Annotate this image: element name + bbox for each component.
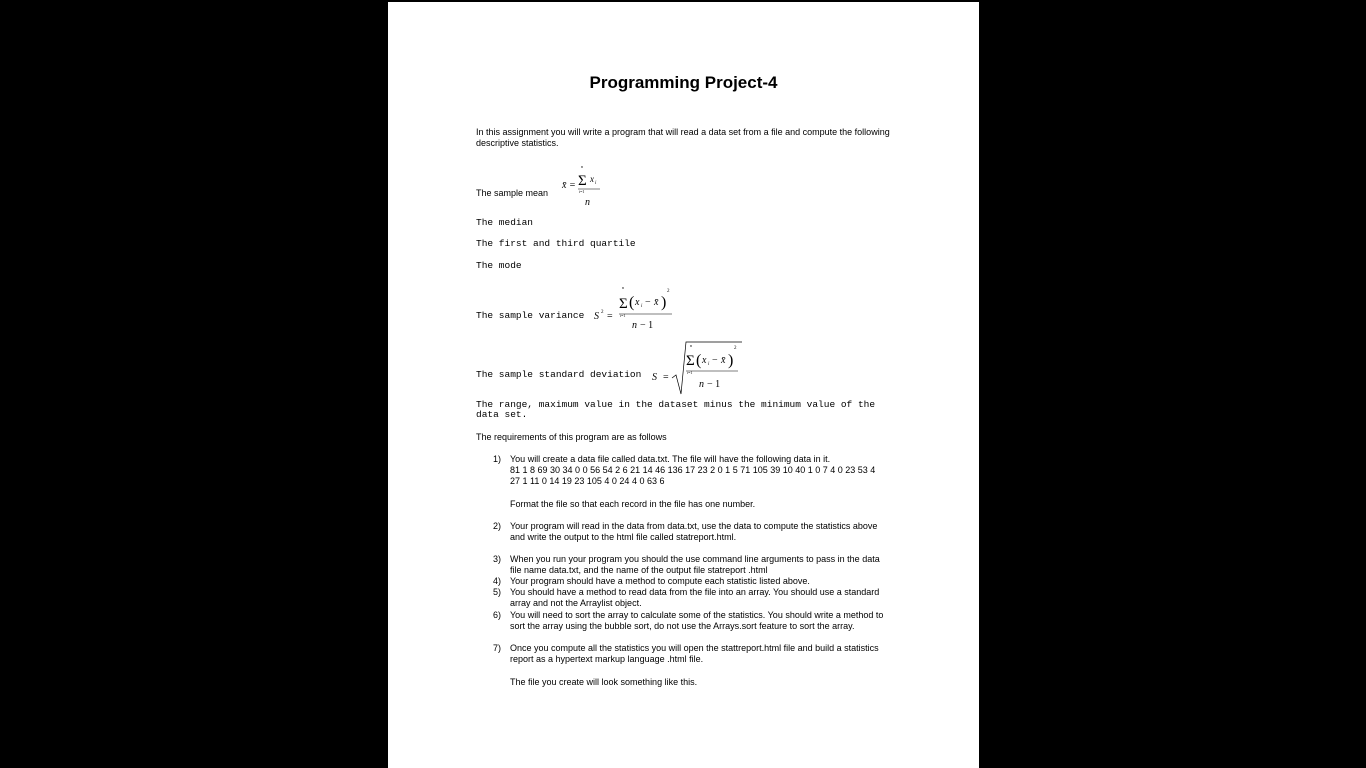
mode-label: The mode bbox=[476, 260, 522, 271]
svg-text:): ) bbox=[661, 294, 667, 311]
requirement-text: Your program will read in the data from data.txt, use the data to compute the statistics above and write the output to the html file called statreport.html. bbox=[510, 521, 878, 542]
variance-label: The sample variance bbox=[476, 310, 585, 321]
svg-text:i=1: i=1 bbox=[579, 189, 585, 194]
requirement-text: Your program should have a method to compute each statistic listed above. bbox=[510, 576, 810, 586]
svg-text:i=1: i=1 bbox=[687, 370, 693, 375]
document-page bbox=[388, 2, 979, 768]
requirement-5 bbox=[493, 587, 893, 611]
svg-text:Σ: Σ bbox=[619, 296, 628, 312]
median-label: The median bbox=[476, 217, 534, 228]
svg-text:x: x bbox=[590, 174, 594, 184]
svg-text:=: = bbox=[663, 372, 669, 383]
svg-text:): ) bbox=[728, 352, 734, 369]
svg-text:n: n bbox=[690, 343, 692, 348]
range-label: The range, maximum value in the dataset minus the minimum value of the data set. bbox=[476, 399, 876, 420]
svg-text:n: n bbox=[585, 197, 590, 208]
requirement-7 bbox=[493, 643, 893, 667]
svg-text:x̄: x̄ bbox=[654, 297, 659, 308]
requirement-number: 7) bbox=[493, 643, 502, 653]
svg-text:n: n bbox=[581, 164, 583, 169]
requirements-intro: The requirements of this program are as follows bbox=[476, 432, 667, 442]
svg-text:x: x bbox=[702, 355, 707, 366]
requirement-6 bbox=[493, 610, 893, 646]
svg-text:n: n bbox=[699, 379, 704, 390]
requirement-text: You should have a method to read data from the file into an array. You should use a standard array and not the Arraylist object. bbox=[510, 587, 880, 608]
svg-text:x: x bbox=[635, 297, 640, 308]
requirement-text: When you run your program you should the use command line arguments to pass in the data file name data.txt, and the name of the output file statreport .html bbox=[510, 554, 880, 575]
requirement-number: 1) bbox=[493, 454, 502, 464]
requirement-number: 5) bbox=[493, 587, 502, 597]
svg-text:2: 2 bbox=[601, 310, 604, 315]
requirement-number: 3) bbox=[493, 554, 502, 564]
svg-text:− 1: − 1 bbox=[707, 379, 721, 390]
svg-text:2: 2 bbox=[734, 346, 737, 351]
stddev-label: The sample standard deviation bbox=[476, 369, 642, 380]
svg-text:2: 2 bbox=[667, 289, 670, 294]
mean-label: The sample mean bbox=[476, 188, 549, 198]
stddev-formula bbox=[650, 338, 750, 398]
requirement-text: You will need to sort the array to calculate some of the statistics. You should write a method to sort the array using the bubble sort, do not use the Arrays.sort feature to sort the array. bbox=[510, 610, 884, 631]
svg-text:n: n bbox=[632, 320, 637, 331]
svg-text:(: ( bbox=[696, 352, 702, 369]
svg-text:Σ: Σ bbox=[578, 173, 587, 189]
svg-text:S: S bbox=[594, 311, 599, 322]
svg-text:Σ: Σ bbox=[686, 353, 695, 369]
svg-text:n: n bbox=[622, 285, 624, 290]
requirement-number: 2) bbox=[493, 521, 502, 531]
intro-paragraph: In this assignment you will write a program that will read a data set from a file and compute the following descriptive statistics. bbox=[476, 127, 890, 148]
svg-text:− 1: − 1 bbox=[640, 320, 654, 331]
mean-formula bbox=[554, 162, 604, 212]
svg-text:i: i bbox=[641, 304, 643, 309]
svg-text:−: − bbox=[712, 355, 718, 366]
svg-text:i: i bbox=[595, 181, 597, 186]
quartile-label: The first and third quartile bbox=[476, 238, 636, 249]
svg-text:S: S bbox=[652, 372, 657, 383]
requirement-number: 4) bbox=[493, 576, 502, 586]
requirement-text: Once you compute all the statistics you will open the stattreport.html file and build a statistics report as a hypertext markup language .html file. bbox=[510, 643, 879, 664]
requirement-text: You will create a data file called data.txt. The file will have the following data in it. bbox=[510, 454, 831, 464]
svg-text:i: i bbox=[708, 362, 710, 367]
closing-note: The file you create will look something like this. bbox=[510, 677, 698, 687]
svg-text:−: − bbox=[645, 297, 651, 308]
svg-text:x̄: x̄ bbox=[721, 355, 726, 366]
variance-formula bbox=[592, 282, 682, 337]
page-title: Programming Project-4 bbox=[589, 73, 778, 92]
data-values: 81 1 8 69 30 34 0 0 56 54 2 6 21 14 46 136 17 23 2 0 1 5 71 105 39 10 40 1 0 7 4 0 23 53 4 27 1 11 0 14 19 23 105 4 0 24 4 0 63 6 bbox=[510, 465, 876, 486]
svg-text:i=1: i=1 bbox=[620, 313, 626, 318]
format-note: Format the file so that each record in the file has one number. bbox=[510, 499, 756, 509]
svg-text:x̄ =: x̄ = bbox=[562, 180, 576, 191]
svg-text:(: ( bbox=[629, 294, 635, 311]
requirement-3 bbox=[493, 554, 893, 578]
requirement-2 bbox=[493, 521, 893, 545]
requirement-number: 6) bbox=[493, 610, 502, 620]
svg-text:=: = bbox=[607, 311, 613, 322]
